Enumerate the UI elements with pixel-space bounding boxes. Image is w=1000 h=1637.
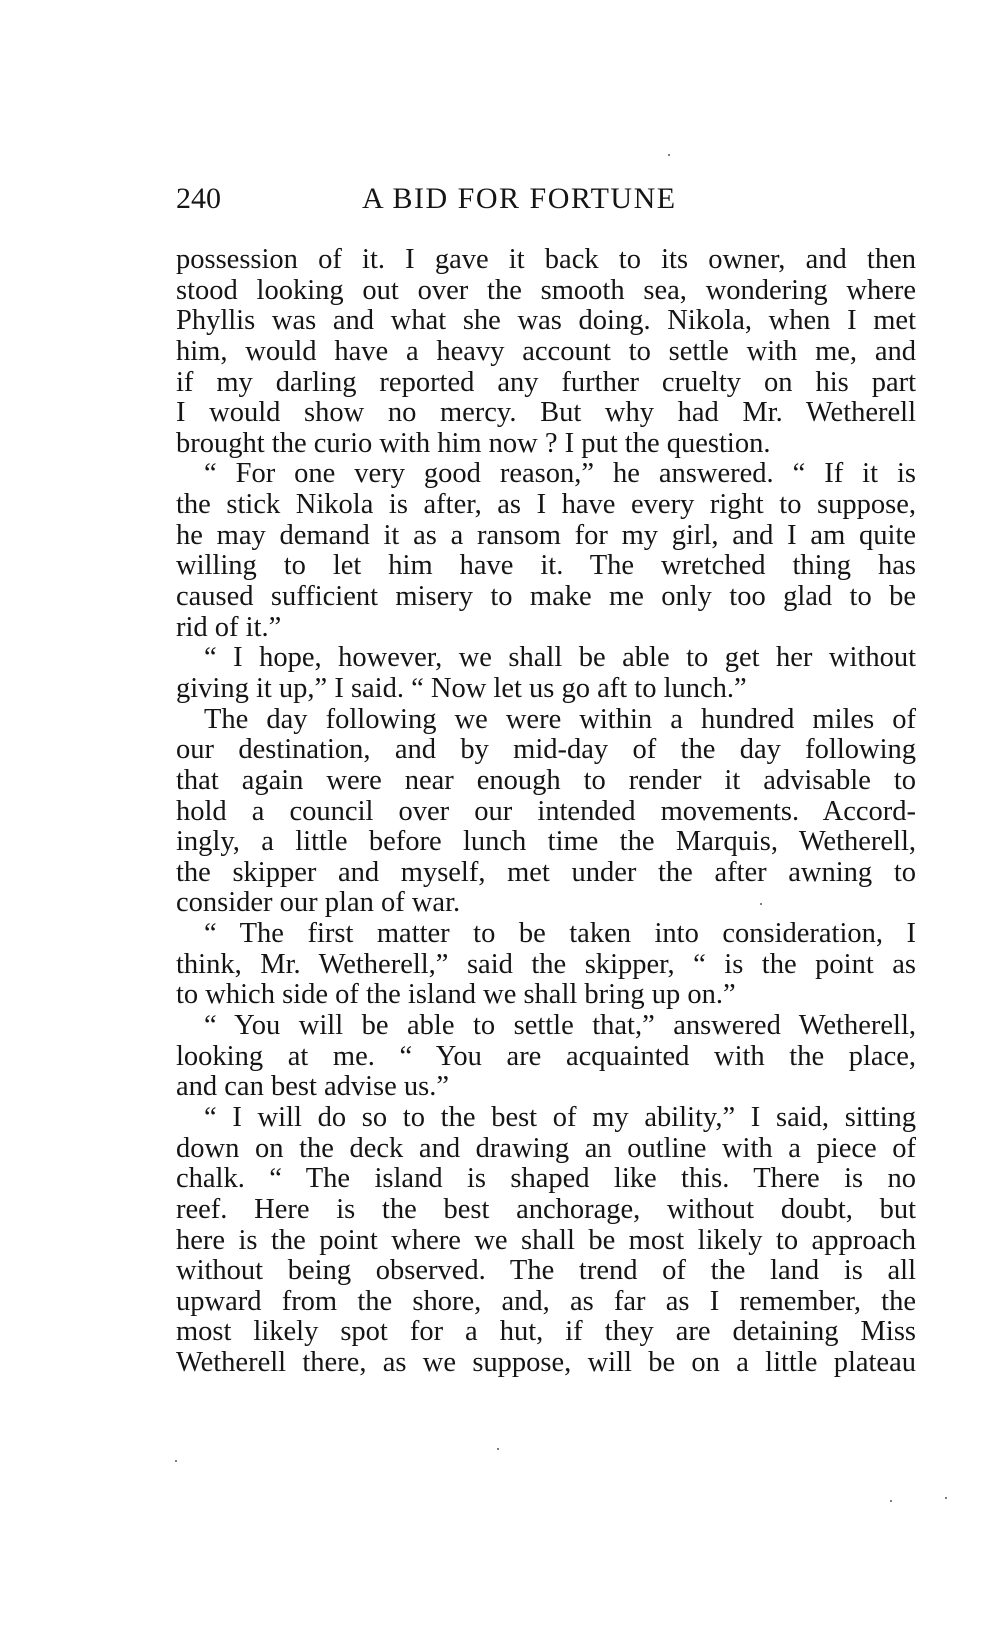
text-line: ingly, a little before lunch time the Marquis, Wetherell, xyxy=(176,826,916,858)
text-line: our destination, and by mid-day of the day following xyxy=(176,734,916,766)
text-line: chalk. “ The island is shaped like this. There is no xyxy=(176,1163,916,1195)
text-line: giving it up,” I said. “ Now let us go aft to lunch.” xyxy=(176,672,747,704)
scan-speck xyxy=(945,1497,947,1499)
text-line: “ You will be able to settle that,” answered Wetherell, xyxy=(204,1010,916,1042)
text-line: down on the deck and drawing an outline with a piece of xyxy=(176,1132,916,1164)
text-line: the skipper and myself, met under the after awning to xyxy=(176,856,916,888)
scan-speck xyxy=(890,1500,892,1502)
text-line: willing to let him have it. The wretched thing has xyxy=(176,550,916,582)
page-header xyxy=(176,181,916,221)
scan-speck xyxy=(668,154,670,156)
text-line: and can best advise us.” xyxy=(176,1071,450,1103)
text-line: brought the curio with him now ? I put the question. xyxy=(176,427,771,459)
text-line: reef. Here is the best anchorage, without doubt, but xyxy=(176,1193,916,1225)
text-line: “ I hope, however, we shall be able to get her without xyxy=(204,642,916,674)
text-line: to which side of the island we shall bring up on.” xyxy=(176,979,736,1011)
text-line: the stick Nikola is after, as I have every right to suppose, xyxy=(176,489,916,521)
text-line: Phyllis was and what she was doing. Nikola, when I met xyxy=(176,305,916,337)
text-line: him, would have a heavy account to settle with me, and xyxy=(176,335,916,367)
text-line: “ The first matter to be taken into consideration, I xyxy=(204,918,916,950)
text-line: caused sufficient misery to make me only too glad to be xyxy=(176,581,916,613)
scan-speck xyxy=(175,1460,177,1462)
body-text xyxy=(176,245,916,1379)
text-line: if my darling reported any further cruelty on his part xyxy=(176,366,916,398)
text-line: consider our plan of war. xyxy=(176,887,461,919)
text-line: looking at me. “ You are acquainted with the place, xyxy=(176,1040,916,1072)
text-line: without being observed. The trend of the land is all xyxy=(176,1255,916,1287)
text-line: Wetherell there, as we suppose, will be on a little plateau xyxy=(176,1347,916,1379)
text-line: he may demand it as a ransom for my girl, and I am quite xyxy=(176,519,916,551)
text-line: think, Mr. Wetherell,” said the skipper, “ is the point as xyxy=(176,948,916,980)
running-title: A BID FOR FORTUNE xyxy=(362,182,677,215)
text-line: hold a council over our intended movements. Accord- xyxy=(176,795,916,827)
text-line: upward from the shore, and, as far as I remember, the xyxy=(176,1285,916,1317)
text-line: that again were near enough to render it advisable to xyxy=(176,764,916,796)
text-line: rid of it.” xyxy=(176,611,282,643)
text-line: I would show no mercy. But why had Mr. Wetherell xyxy=(176,397,916,429)
scan-speck xyxy=(760,903,762,905)
text-line: The day following we were within a hundred miles of xyxy=(204,703,916,735)
text-line: stood looking out over the smooth sea, wondering where xyxy=(176,274,916,306)
scan-speck xyxy=(497,1448,499,1450)
text-line: most likely spot for a hut, if they are detaining Miss xyxy=(176,1316,916,1348)
page-number: 240 xyxy=(176,182,221,215)
text-line: “ For one very good reason,” he answered. “ If it is xyxy=(204,458,916,490)
text-line: possession of it. I gave it back to its owner, and then xyxy=(176,244,916,275)
text-line: here is the point where we shall be most likely to approach xyxy=(176,1224,916,1256)
text-line: “ I will do so to the best of my ability,” I said, sitting xyxy=(204,1101,916,1133)
